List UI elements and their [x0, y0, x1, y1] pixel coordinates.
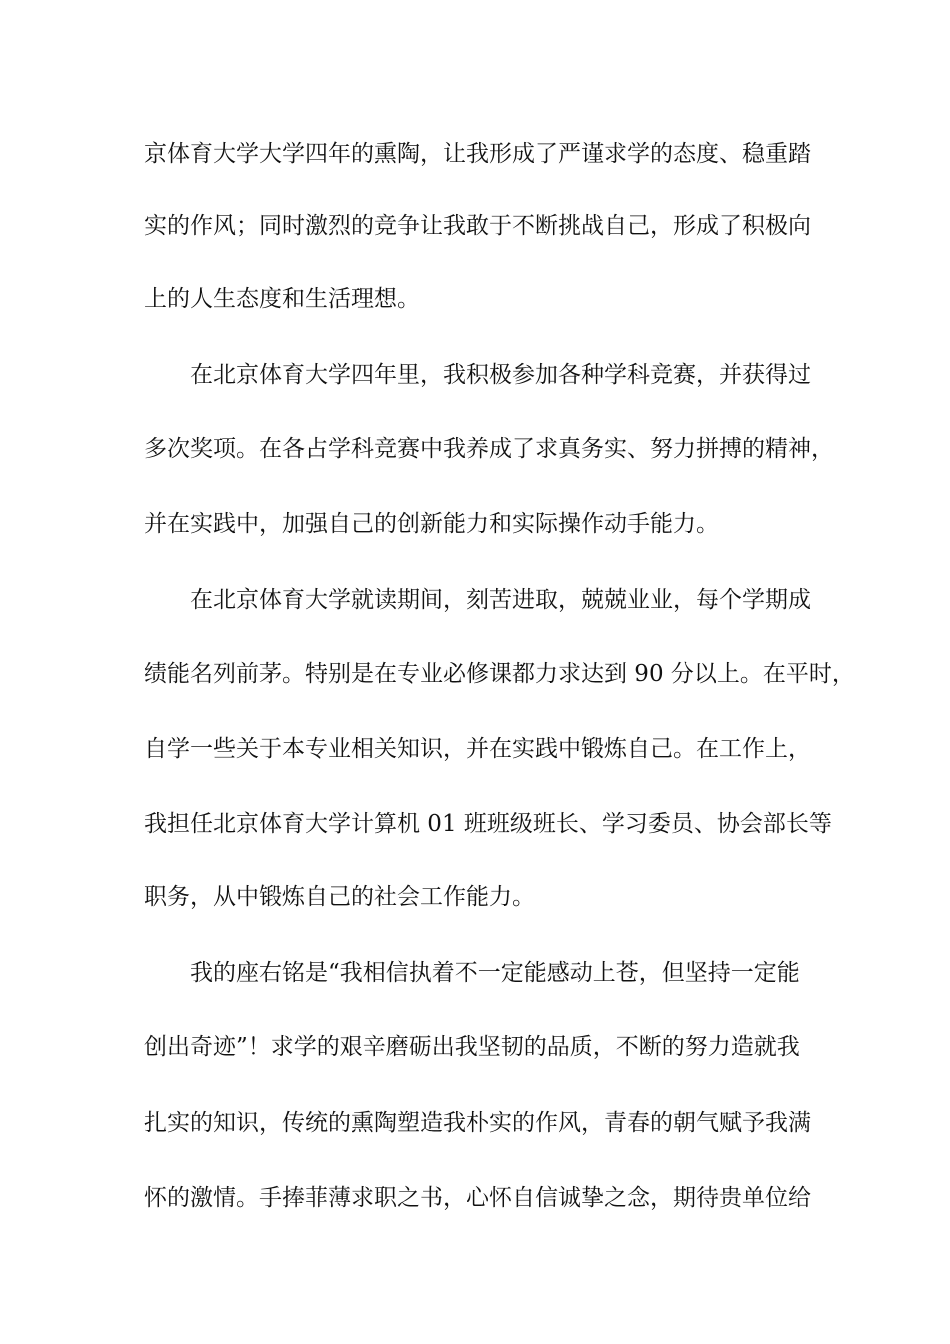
paragraph-start-line: 在北京体育大学就读期间，刻苦进取，兢兢业业，每个学期成 [190, 587, 811, 613]
text-line: 我担任北京体育大学计算机 01 班班级班长、学习委员、协会部长等 [144, 811, 832, 837]
text-line: 扎实的知识，传统的熏陶塑造我朴实的作风，青春的朝气赋予我满 [144, 1110, 811, 1136]
text-line: 创出奇迹”！求学的艰辛磨砺出我坚韧的品质，不断的努力造就我 [144, 1034, 800, 1060]
text-line: 上的人生态度和生活理想。 [144, 286, 420, 312]
text-line: 职务，从中锻炼自己的社会工作能力。 [144, 884, 535, 910]
text-line: 并在实践中，加强自己的创新能力和实际操作动手能力。 [144, 511, 719, 537]
text-line: 京体育大学大学四年的熏陶，让我形成了严谨求学的态度、稳重踏 [144, 141, 811, 167]
text-line: 多次奖项。在各占学科竞赛中我养成了求真务实、努力拼搏的精神， [144, 436, 834, 462]
text-line: 绩能名列前茅。特别是在专业必修课都力求达到 90 分以上。在平时， [144, 661, 855, 687]
text-line: 实的作风；同时激烈的竞争让我敢于不断挑战自己，形成了积极向 [144, 213, 811, 239]
paragraph-start-line: 我的座右铭是“我相信执着不一定能感动上苍，但坚持一定能 [190, 960, 800, 986]
text-line: 自学一些关于本专业相关知识，并在实践中锻炼自己。在工作上， [144, 736, 811, 762]
text-line: 怀的激情。手捧菲薄求职之书，心怀自信诚挚之念，期待贵单位给 [144, 1185, 811, 1211]
paragraph-start-line: 在北京体育大学四年里，我积极参加各种学科竞赛，并获得过 [190, 362, 811, 388]
